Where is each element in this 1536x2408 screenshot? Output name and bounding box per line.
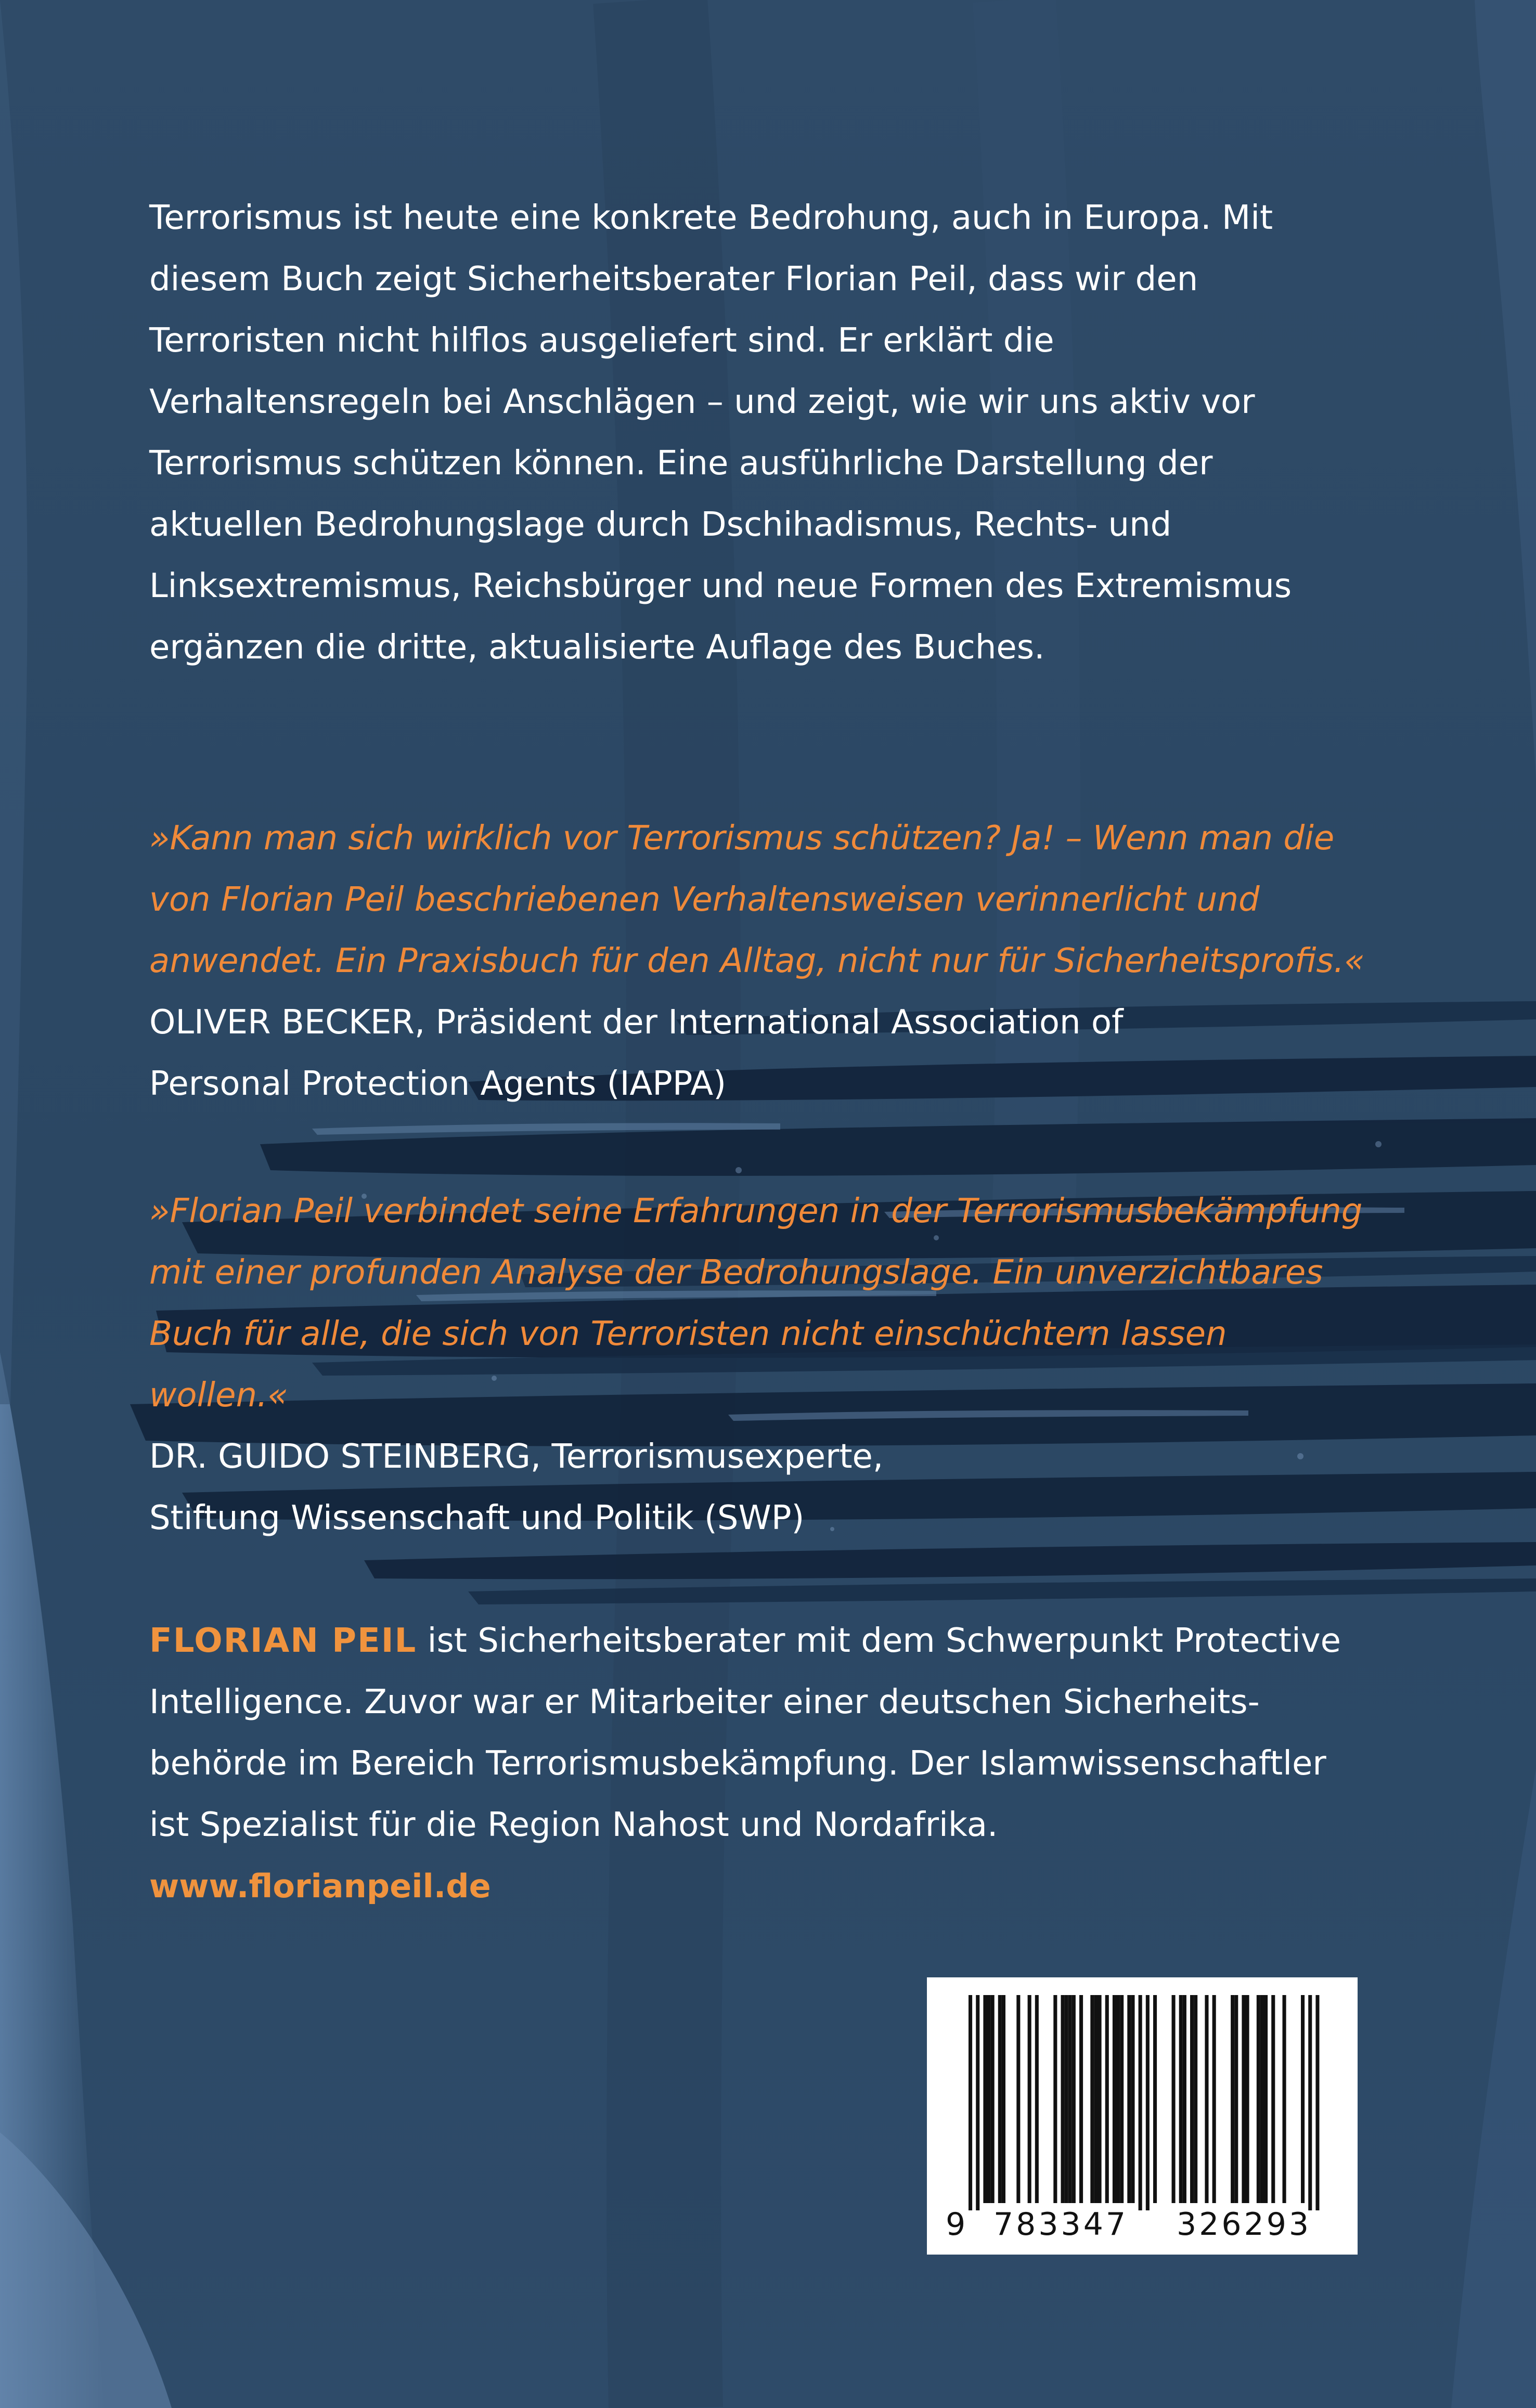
- barcode-bar: [1072, 1995, 1076, 2203]
- barcode-bar: [998, 1995, 1002, 2203]
- author-name: FLORIAN PEIL: [149, 1622, 417, 1660]
- barcode-bar: [1002, 1995, 1005, 2203]
- barcode-bar: [1120, 1995, 1124, 2203]
- barcode-bar: [991, 1995, 995, 2203]
- barcode-guard-bar: [1315, 1995, 1319, 2210]
- barcode-bar: [1127, 1995, 1131, 2203]
- isbn-right-digits: 326293: [1177, 2206, 1312, 2243]
- isbn-left-digits: 783347: [993, 2206, 1129, 2243]
- barcode-guard-bar: [1146, 1995, 1150, 2210]
- barcode-bar: [1153, 1995, 1157, 2203]
- barcode-guard-bar: [976, 1995, 979, 2210]
- barcode-bar: [1260, 1995, 1264, 2203]
- barcode-bar: [987, 1995, 991, 2203]
- barcode-bar: [1065, 1995, 1068, 2203]
- quote-attribution: DR. GUIDO STEINBERG, Terrorismusexperte, Stiftung Wissenschaft und Politik (SWP): [149, 1438, 884, 1537]
- barcode-bar: [1028, 1995, 1031, 2203]
- isbn-prefix-digit: 9: [946, 2206, 966, 2243]
- isbn-barcode: [927, 1977, 1358, 2255]
- barcode-bar: [1231, 1995, 1234, 2203]
- barcode-bar: [1035, 1995, 1039, 2203]
- barcode-bar: [1194, 1995, 1197, 2203]
- barcode-bar: [1068, 1995, 1072, 2203]
- author-website-link[interactable]: www.florianpeil.de: [149, 1867, 491, 1905]
- quote-block-1: [149, 808, 1398, 1115]
- barcode-bar: [1179, 1995, 1183, 2203]
- barcode-bar: [1264, 1995, 1268, 2203]
- barcode-bar: [1212, 1995, 1216, 2203]
- barcode-bar: [1234, 1995, 1238, 2203]
- barcode-guard-bar: [969, 1995, 972, 2210]
- barcode-bar: [1190, 1995, 1194, 2203]
- barcode-bar: [1257, 1995, 1260, 2203]
- blurb-section: [149, 187, 1398, 678]
- barcode-bar: [1205, 1995, 1208, 2203]
- quote-text: »Florian Peil verbindet seine Erfahrungen in der Terrorismusbekämpfung mit einer profunden Analyse der Bedrohungslage. Ein unverzichtbares Buch für alle, die sich von Terroristen nicht einschüchtern lassen wollen.«: [149, 1192, 1363, 1415]
- barcode-bar: [983, 1995, 987, 2203]
- author-bio: [149, 1610, 1372, 1856]
- blurb-text: Terrorismus ist heute eine konkrete Bedrohung, auch in Europa. Mit diesem Buch zeigt Sicherheitsberater Florian Peil, dass wir den Terroristen nicht hilflos ausgeliefert sind. Er erklärt die Verhaltensregeln bei Anschlägen – und zeigt, wie wir uns aktiv vor Terrorismus schützen können. Eine ausführliche Darstellung der aktuellen Bedrohungslage durch Dschihadismus, Rechts- und Linksextremismus, Reichsbürger und neue Formen des Extremismus ergänzen die dritte, aktualisierte Auflage des Buches.: [149, 199, 1292, 667]
- barcode-bar: [1283, 1995, 1286, 2203]
- isbn-digits: [927, 2206, 1358, 2243]
- barcode-bar: [1183, 1995, 1186, 2203]
- barcode-guard-bar: [1139, 1995, 1142, 2210]
- barcode-bar: [1016, 1995, 1020, 2203]
- barcode-bar: [1131, 1995, 1134, 2203]
- quote-attribution: OLIVER BECKER, Präsident der International Association of Personal Protection Agents (IAPPA): [149, 1003, 1124, 1103]
- barcode-bar: [1098, 1995, 1102, 2203]
- barcode-bar: [1271, 1995, 1275, 2203]
- barcode-bar: [1113, 1995, 1116, 2203]
- author-bio-text: ist Sicherheitsberater mit dem Schwerpunkt Protective Intelligence. Zuvor war er Mitarbeiter einer deutschen Sicherheitsbehörde im Bereich Terrorismusbekämpfung. Der Islamwissenschaftler ist Spezialist für die Region Nahost und Nordafrika.: [149, 1622, 1341, 1844]
- barcode-bar: [1172, 1995, 1176, 2203]
- barcode-bar: [1094, 1995, 1098, 2203]
- barcode-bar: [1079, 1995, 1083, 2203]
- barcode-bar: [1061, 1995, 1065, 2203]
- barcode-guard-bar: [1308, 1995, 1312, 2210]
- barcode-bar: [1116, 1995, 1120, 2203]
- barcode-bar: [1246, 1995, 1249, 2203]
- barcode-bar: [1242, 1995, 1245, 2203]
- barcode-bar: [1301, 1995, 1305, 2203]
- barcode-bar: [1090, 1995, 1094, 2203]
- author-bio-section: [149, 1610, 1398, 1917]
- quote-block-2: [149, 1181, 1398, 1549]
- quote-text: »Kann man sich wirklich vor Terrorismus schützen? Ja! – Wenn man die von Florian Peil beschriebenen Verhaltensweisen verinnerlicht und anwendet. Ein Praxisbuch für den Alltag, nicht nur für Sicherheitsprofis.«: [149, 819, 1365, 980]
- barcode-bar: [1053, 1995, 1057, 2203]
- barcode-bar: [1105, 1995, 1109, 2203]
